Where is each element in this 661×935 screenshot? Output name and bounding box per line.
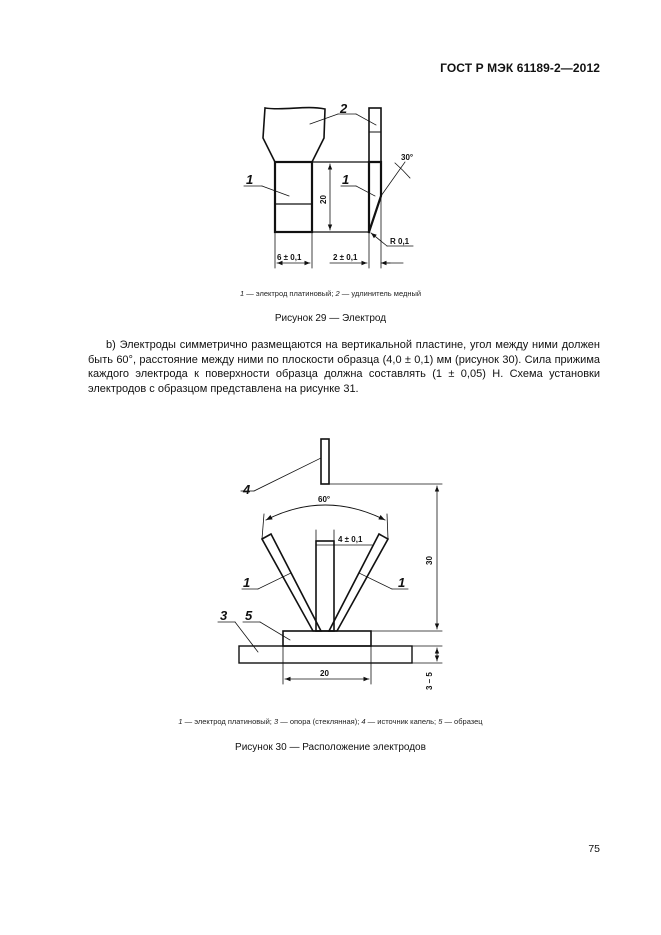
- extension-left: [263, 108, 325, 162]
- fig30-dim-height: 30: [425, 556, 434, 565]
- fig30-dim-thickness: 3 – 5: [425, 672, 434, 690]
- fig29-label-1-left: 1: [246, 172, 254, 187]
- fig30-label-1-right: 1: [398, 575, 406, 590]
- fig29-label-2: 2: [340, 101, 348, 116]
- figure-29-legend: 1 — электрод платиновый; 2 — удлинитель медный: [239, 289, 422, 298]
- fig29-dim-width: 6 ± 0,1: [277, 253, 302, 262]
- fig29-dim-angle: 30°: [401, 153, 414, 162]
- figure-30: [218, 439, 442, 684]
- fig29-dim-height: 20: [319, 195, 328, 204]
- fig30-dim-gap: 4 ± 0,1: [338, 535, 363, 544]
- fig30-label-5: 5: [245, 608, 253, 623]
- fig30-label-4: 4: [243, 482, 251, 497]
- electrode-right: [369, 162, 381, 232]
- fig30-label-3: 3: [220, 608, 228, 623]
- dropper: [321, 439, 329, 484]
- support: [239, 646, 412, 663]
- fig30-dim-angle: 60°: [318, 495, 331, 504]
- vertical-plate: [316, 541, 334, 631]
- figure-29-caption: Рисунок 29 — Электрод: [274, 313, 387, 324]
- figure-29: [244, 108, 413, 268]
- page-number: 75: [588, 843, 600, 855]
- fig29-label-1-right: 1: [342, 172, 350, 187]
- document-header: ГОСТ Р МЭК 61189-2—2012: [440, 61, 600, 75]
- electrode-left: [275, 162, 312, 232]
- extension-right: [369, 108, 381, 162]
- fig29-dim-tip: 2 ± 0,1: [333, 253, 358, 262]
- fig29-dim-radius: R 0,1: [390, 237, 410, 246]
- figure-30-legend: 1 — электрод платиновый; 3 — опора (стеклянная); 4 — источник капель; 5 — образец: [178, 717, 483, 726]
- fig30-label-1-left: 1: [243, 575, 251, 590]
- fig30-dim-width: 20: [320, 669, 329, 678]
- body-paragraph: b) Электроды симметрично размещаются на вертикальной пластине, угол между ними должен быть 60°, расстояние между ними по плоскости образца (4,0 ± 0,1) мм (рисунок 30). Сила прижима каждого электрода к поверхности образца должна составлять (1 ± 0,05) Н. Схема установки электродов с образцом представлена на рисунке 31.: [88, 339, 600, 395]
- sample: [283, 631, 371, 646]
- figure-30-caption: Рисунок 30 — Расположение электродов: [235, 742, 426, 753]
